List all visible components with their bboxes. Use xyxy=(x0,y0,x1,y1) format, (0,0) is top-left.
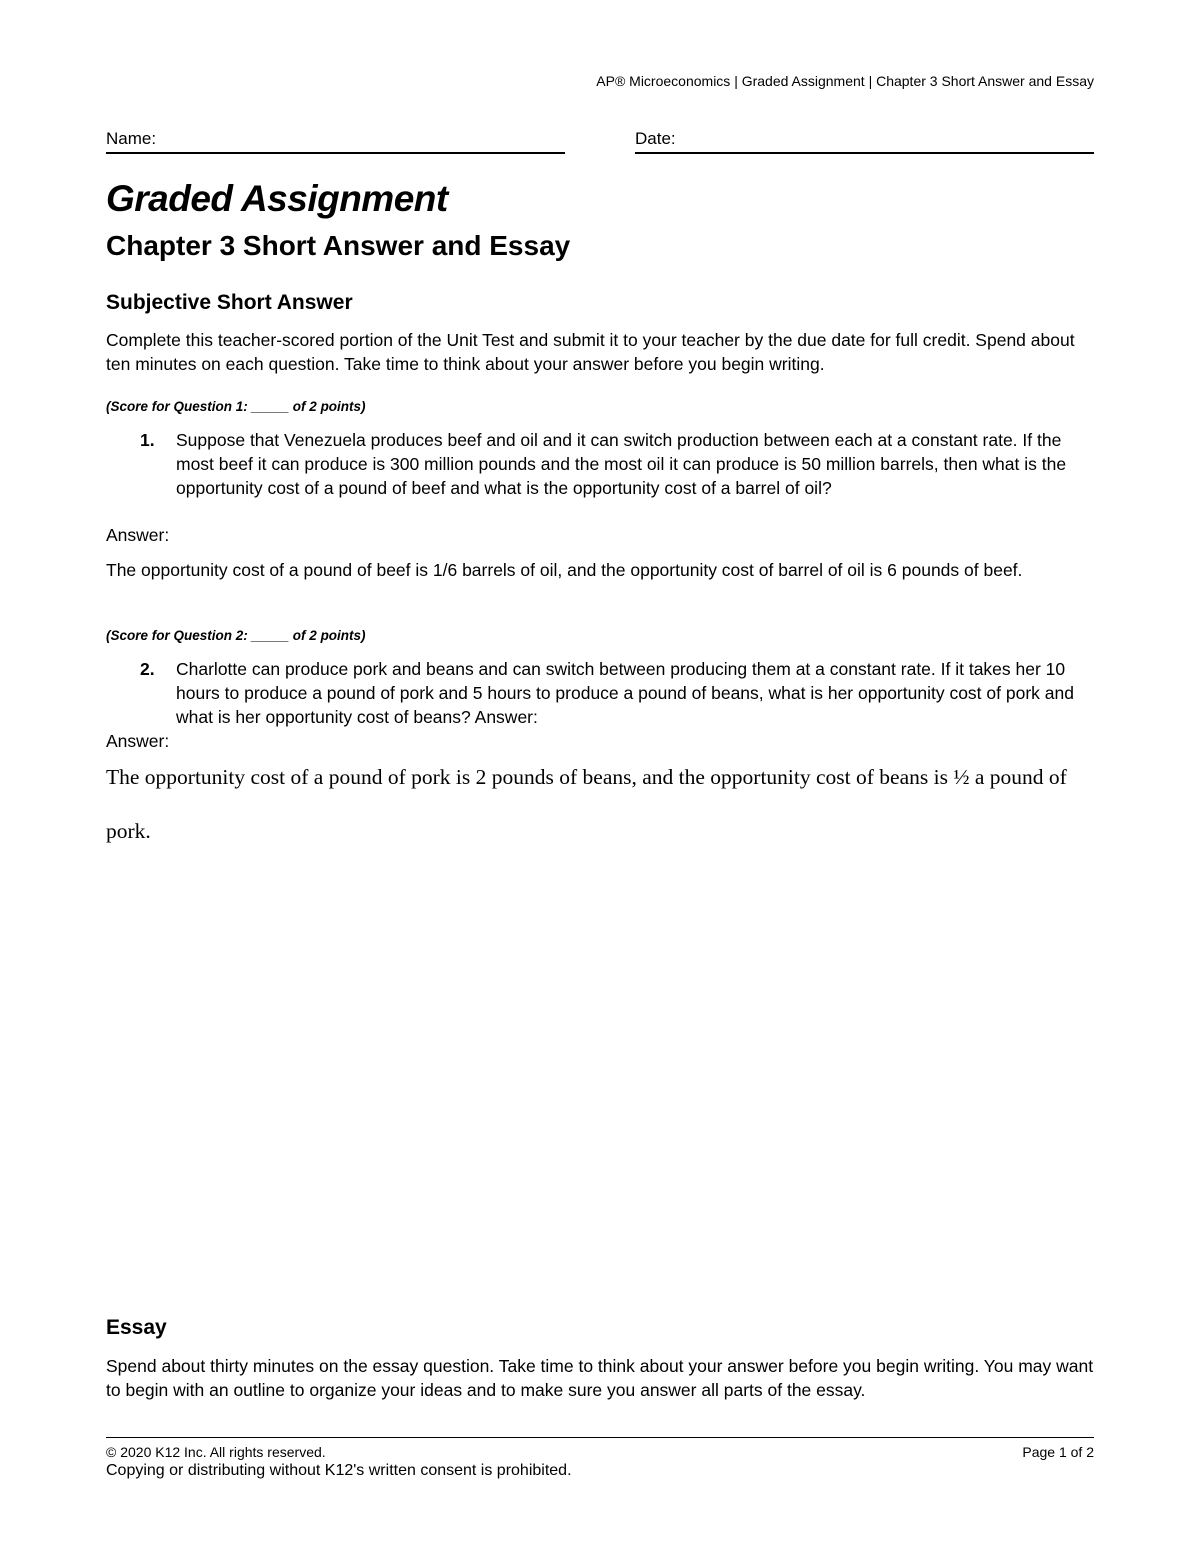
date-field[interactable] xyxy=(635,128,1094,154)
name-label: Name: xyxy=(106,129,157,148)
score-line-q2: (Score for Question 2: _____ of 2 points) xyxy=(106,628,366,643)
answer-label-q2: Answer: xyxy=(106,731,170,751)
page-number: Page 1 of 2 xyxy=(1022,1444,1094,1460)
footer-copyright: © 2020 K12 Inc. All rights reserved. xyxy=(106,1444,326,1460)
name-date-row xyxy=(106,128,1094,154)
footer-notice: Copying or distributing without K12's written consent is prohibited. xyxy=(106,1462,572,1479)
footer-divider xyxy=(106,1437,1094,1438)
essay-heading: Essay xyxy=(106,1316,167,1339)
date-label: Date: xyxy=(635,129,676,148)
answer-q1: The opportunity cost of a pound of beef is 1/6 barrels of oil, and the opportunity cost of barrel of oil is 6 pounds of beef. xyxy=(106,560,1023,580)
score-line-q1: (Score for Question 1: _____ of 2 points) xyxy=(106,399,366,414)
question-1 xyxy=(106,428,1094,500)
document-title: Graded Assignment xyxy=(106,178,448,219)
answer-q2: The opportunity cost of a pound of pork is 2 pounds of beans, and the opportunity cost of beans is ½ a pound of pork. xyxy=(106,765,1067,843)
question-number: 1. xyxy=(140,430,155,450)
question-text: Suppose that Venezuela produces beef and oil and it can switch production between each at a constant rate. If the most beef it can produce is 300 million pounds and the most oil it can produce is 50 million barrels, then what is the opportunity cost of a pound of beef and what is the opportunity cost of a barrel of oil? xyxy=(176,430,1067,498)
short-answer-instructions: Complete this teacher-scored portion of the Unit Test and submit it to your teacher by the due date for full credit. Spend about ten minutes on each question. Take time to think about your answer before you begin writing. xyxy=(106,330,1075,374)
question-text: Charlotte can produce pork and beans and can switch between producing them at a constant rate. If it takes her 10 hours to produce a pound of pork and 5 hours to produce a pound of beans, what is her opportunity cost of pork and what is her opportunity cost of beans? Answer: xyxy=(176,659,1074,727)
name-field[interactable] xyxy=(106,128,565,154)
short-answer-heading: Subjective Short Answer xyxy=(106,291,353,314)
question-number: 2. xyxy=(140,659,155,679)
question-2 xyxy=(106,657,1094,729)
running-header: AP® Microeconomics | Graded Assignment | Chapter 3 Short Answer and Essay xyxy=(596,73,1094,89)
essay-instructions: Spend about thirty minutes on the essay question. Take time to think about your answer before you begin writing. You may want to begin with an outline to organize your ideas and to make sure you answer all parts of the essay. xyxy=(106,1356,1094,1400)
document-subtitle: Chapter 3 Short Answer and Essay xyxy=(106,230,571,261)
answer-label-q1: Answer: xyxy=(106,525,170,545)
document-page xyxy=(106,0,1094,1553)
